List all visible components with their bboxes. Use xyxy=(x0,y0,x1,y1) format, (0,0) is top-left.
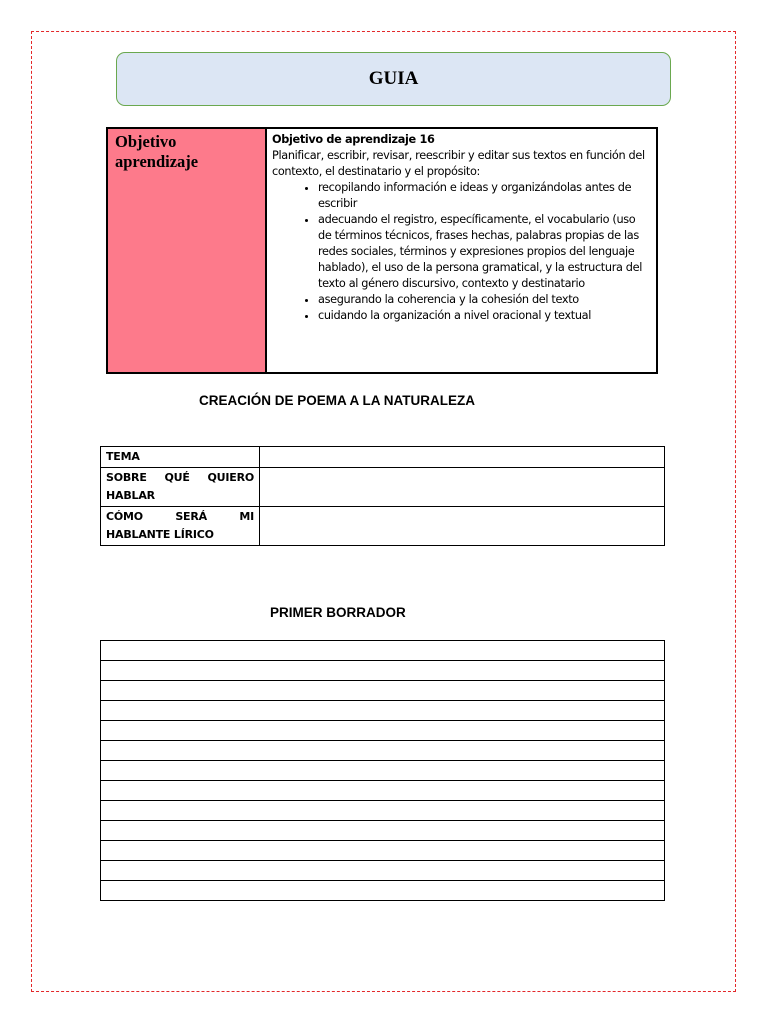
draft-line-row xyxy=(101,681,665,701)
objective-table xyxy=(106,127,658,374)
tema-answer-cell[interactable] xyxy=(260,447,665,468)
table-row xyxy=(101,468,665,507)
sobre-label: SOBRE QUÉ QUIERO HABLAR xyxy=(101,468,260,507)
draft-line-row xyxy=(101,721,665,741)
draft-line-row xyxy=(101,841,665,861)
draft-line-row xyxy=(101,781,665,801)
draft-section-title: PRIMER BORRADOR xyxy=(270,605,406,620)
como-label: CÓMO SERÁ MI HABLANTE LÍRICO xyxy=(101,507,260,546)
draft-line-row xyxy=(101,801,665,821)
objective-heading: Objetivo de aprendizaje 16 xyxy=(272,133,435,146)
draft-line-row xyxy=(101,821,665,841)
draft-line-row xyxy=(101,701,665,721)
draft-line-row xyxy=(101,641,665,661)
como-answer-cell[interactable] xyxy=(260,507,665,546)
title-banner xyxy=(116,52,671,106)
draft-line[interactable] xyxy=(101,821,665,841)
draft-line[interactable] xyxy=(101,681,665,701)
objective-bullet-list xyxy=(272,180,651,324)
draft-line[interactable] xyxy=(101,721,665,741)
table-row xyxy=(101,507,665,546)
objective-bullet: • adecuando el registro, específicamente, el vocabulario (uso de términos técnicos, frases hechas, palabras propias de las redes sociales, términos y expresiones propios del lenguaje hablado), el uso de la persona gramatical, y la estructura del texto al género discursivo, contexto y destinatario xyxy=(318,212,651,292)
draft-line-row xyxy=(101,741,665,761)
objective-bullet: • asegurando la coherencia y la cohesión del texto xyxy=(318,292,651,308)
draft-line[interactable] xyxy=(101,861,665,881)
draft-line[interactable] xyxy=(101,641,665,661)
table-row xyxy=(101,447,665,468)
draft-line-row xyxy=(101,761,665,781)
objective-bullet: • recopilando información e ideas y organizándolas antes de escribir xyxy=(318,180,651,212)
draft-line-row xyxy=(101,661,665,681)
draft-line-row xyxy=(101,861,665,881)
poem-planning-table xyxy=(100,446,665,546)
draft-line[interactable] xyxy=(101,761,665,781)
draft-line[interactable] xyxy=(101,881,665,901)
objective-label-cell xyxy=(108,129,267,372)
poem-section-title: CREACIÓN DE POEMA A LA NATURALEZA xyxy=(199,393,475,408)
draft-line[interactable] xyxy=(101,661,665,681)
draft-line[interactable] xyxy=(101,781,665,801)
draft-line[interactable] xyxy=(101,701,665,721)
page-title: GUIA xyxy=(368,68,419,89)
draft-writing-table xyxy=(100,640,665,901)
objective-label-line2: aprendizaje xyxy=(115,152,199,171)
sobre-answer-cell[interactable] xyxy=(260,468,665,507)
objective-intro: Planificar, escribir, revisar, reescribir y editar sus textos en función del contexto, el destinatario y el propósito: xyxy=(272,149,645,178)
draft-line[interactable] xyxy=(101,741,665,761)
objective-content-cell xyxy=(267,129,656,372)
objective-bullet: • cuidando la organización a nivel oracional y textual xyxy=(318,308,651,324)
draft-line[interactable] xyxy=(101,801,665,821)
objective-label-line1: Objetivo xyxy=(115,132,177,151)
tema-label: TEMA xyxy=(101,447,260,468)
draft-line-row xyxy=(101,881,665,901)
draft-line[interactable] xyxy=(101,841,665,861)
